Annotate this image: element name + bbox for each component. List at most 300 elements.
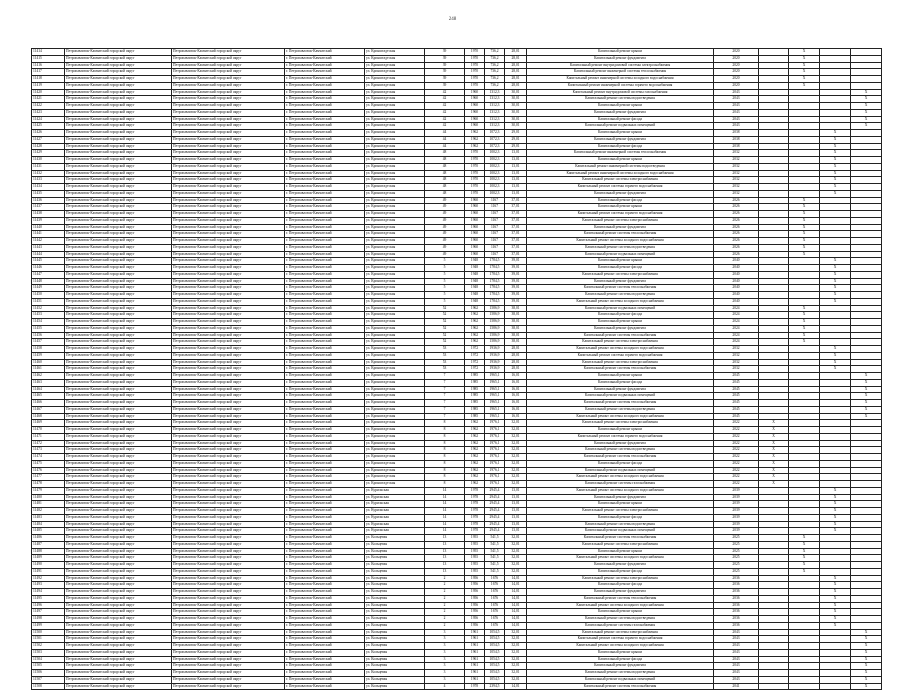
row-number-cell: 11456 <box>32 332 65 339</box>
period-3-cell: X <box>820 278 851 285</box>
house-number-cell: 8 <box>425 474 465 481</box>
period-4-cell <box>851 427 882 434</box>
period-3-cell <box>820 96 851 103</box>
table-row <box>32 670 882 677</box>
house-number-cell: 39 <box>425 76 465 83</box>
house-number-cell: 48 <box>425 177 465 184</box>
year-built-cell: 1960 <box>465 116 485 123</box>
period-3-cell: X <box>820 143 851 150</box>
settlement-cell: Петропавловск-Камчатский городской округ <box>172 487 285 494</box>
house-number-cell: 3 <box>425 676 465 683</box>
period-2-cell <box>789 393 820 400</box>
period-4-cell <box>851 319 882 326</box>
row-number-cell: 11436 <box>32 197 65 204</box>
period-4-cell <box>851 143 882 150</box>
wear-cell: 28,01 <box>505 55 527 62</box>
house-number-cell: 2 <box>425 582 465 589</box>
locality-cell: г. Петропавловск-Камчатский <box>285 602 365 609</box>
year-cell: 2032 <box>714 170 759 177</box>
municipality-cell: Петропавловск-Камчатский городской округ <box>65 278 172 285</box>
street-cell: ул. Кронштадтская <box>365 433 425 440</box>
period-2-cell <box>789 663 820 670</box>
period-4-cell <box>851 602 882 609</box>
work-type-cell: Капитальный ремонт крыши <box>527 49 714 56</box>
municipality-cell: Петропавловск-Камчатский городской округ <box>65 211 172 218</box>
period-3-cell: X <box>820 575 851 582</box>
locality-cell: г. Петропавловск-Камчатский <box>285 82 365 89</box>
municipality-cell: Петропавловск-Камчатский городской округ <box>65 467 172 474</box>
year-built-cell: 1970 <box>465 150 485 157</box>
street-cell: ул. Кронштадтская <box>365 204 425 211</box>
work-type-cell: Капитальный ремонт системы горячего водоснабжения <box>527 433 714 440</box>
period-2-cell <box>789 508 820 515</box>
period-1-cell <box>759 548 789 555</box>
table-row <box>32 379 882 386</box>
locality-cell: г. Петропавловск-Камчатский <box>285 622 365 629</box>
locality-cell: г. Петропавловск-Камчатский <box>285 548 365 555</box>
year-cell: 2020 <box>714 82 759 89</box>
street-cell: ул. Кольцевая <box>365 622 425 629</box>
municipality-cell: Петропавловск-Камчатский городской округ <box>65 649 172 656</box>
area-cell: 1167 <box>485 238 505 245</box>
wear-cell: 30,01 <box>505 103 527 110</box>
year-built-cell: 1970 <box>465 49 485 56</box>
settlement-cell: Петропавловск-Камчатский городской округ <box>172 447 285 454</box>
row-number-cell: 11498 <box>32 616 65 623</box>
wear-cell: 32,01 <box>505 420 527 427</box>
period-3-cell: X <box>820 514 851 521</box>
wear-cell: 30,01 <box>505 109 527 116</box>
locality-cell: г. Петропавловск-Камчатский <box>285 514 365 521</box>
area-cell: 1586,9 <box>485 339 505 346</box>
year-cell: 2040 <box>714 258 759 265</box>
area-cell: 1586,9 <box>485 319 505 326</box>
house-number-cell: 5 <box>425 292 465 299</box>
locality-cell: г. Петропавловск-Камчатский <box>285 555 365 562</box>
period-4-cell <box>851 420 882 427</box>
settlement-cell: Петропавловск-Камчатский городской округ <box>172 535 285 542</box>
row-number-cell: 11504 <box>32 656 65 663</box>
period-3-cell: X <box>820 136 851 143</box>
street-cell: ул. Кронштадтская <box>365 49 425 56</box>
area-cell: 1072,3 <box>485 143 505 150</box>
house-number-cell: 14 <box>425 514 465 521</box>
wear-cell: 39,01 <box>505 298 527 305</box>
work-type-cell: Капитальный ремонт системы теплоснабжения <box>527 231 714 238</box>
street-cell: ул. Кольцевая <box>365 555 425 562</box>
municipality-cell: Петропавловск-Камчатский городской округ <box>65 197 172 204</box>
settlement-cell: Петропавловск-Камчатский городской округ <box>172 123 285 130</box>
period-2-cell: X <box>789 204 820 211</box>
house-number-cell: 5 <box>425 278 465 285</box>
house-number-cell: 52 <box>425 305 465 312</box>
house-number-cell: 44 <box>425 130 465 137</box>
locality-cell: г. Петропавловск-Камчатский <box>285 312 365 319</box>
house-number-cell: 7 <box>425 400 465 407</box>
row-number-cell: 11414 <box>32 49 65 56</box>
area-cell: 1054,5 <box>485 670 505 677</box>
year-cell: 2040 <box>714 265 759 272</box>
row-number-cell: 11482 <box>32 508 65 515</box>
municipality-cell: Петропавловск-Камчатский городской округ <box>65 204 172 211</box>
period-3-cell: X <box>820 508 851 515</box>
street-cell: ул. Кронштадтская <box>365 312 425 319</box>
period-4-cell <box>851 568 882 575</box>
settlement-cell: Петропавловск-Камчатский городской округ <box>172 231 285 238</box>
period-2-cell <box>789 386 820 393</box>
period-3-cell <box>820 339 851 346</box>
locality-cell: г. Петропавловск-Камчатский <box>285 609 365 616</box>
row-number-cell: 11426 <box>32 130 65 137</box>
period-2-cell: X <box>789 49 820 56</box>
locality-cell: г. Петропавловск-Камчатский <box>285 589 365 596</box>
period-1-cell <box>759 359 789 366</box>
settlement-cell: Петропавловск-Камчатский городской округ <box>172 265 285 272</box>
row-number-cell: 11453 <box>32 312 65 319</box>
period-3-cell <box>820 629 851 636</box>
area-cell: 541,5 <box>485 568 505 575</box>
table-row <box>32 150 882 157</box>
house-number-cell: 2 <box>425 616 465 623</box>
period-1-cell <box>759 55 789 62</box>
year-built-cell: 1962 <box>465 420 485 427</box>
work-type-cell: Капитальный ремонт фундамента <box>527 562 714 569</box>
table-row <box>32 244 882 251</box>
year-cell: 2022 <box>714 460 759 467</box>
municipality-cell: Петропавловск-Камчатский городской округ <box>65 386 172 393</box>
house-number-cell: 7 <box>425 386 465 393</box>
year-cell: 2043 <box>714 103 759 110</box>
work-type-cell: Капитальный ремонт крыши <box>527 501 714 508</box>
work-type-cell: Капитальный ремонт системы водоотведения <box>527 292 714 299</box>
table-row <box>32 548 882 555</box>
work-type-cell: Капитальный ремонт крыши <box>527 130 714 137</box>
municipality-cell: Петропавловск-Камчатский городской округ <box>65 332 172 339</box>
settlement-cell: Петропавловск-Камчатский городской округ <box>172 150 285 157</box>
period-3-cell: X <box>820 528 851 535</box>
period-4-cell <box>851 224 882 231</box>
period-4-cell <box>851 548 882 555</box>
period-4-cell <box>851 622 882 629</box>
locality-cell: г. Петропавловск-Камчатский <box>285 636 365 643</box>
street-cell: ул. Кронштадтская <box>365 346 425 353</box>
street-cell: ул. Кронштадтская <box>365 265 425 272</box>
work-type-cell: Капитальный ремонт системы холодного водоснабжения <box>527 643 714 650</box>
period-2-cell <box>789 116 820 123</box>
table-row <box>32 521 882 528</box>
house-number-cell: 42 <box>425 96 465 103</box>
wear-cell: 14,01 <box>505 683 527 690</box>
area-cell: 1976,1 <box>485 433 505 440</box>
period-1-cell <box>759 170 789 177</box>
street-cell: ул. Кольцевая <box>365 575 425 582</box>
area-cell: 1936,9 <box>485 346 505 353</box>
table-row <box>32 649 882 656</box>
house-number-cell: 8 <box>425 467 465 474</box>
wear-cell: 29,01 <box>505 136 527 143</box>
house-number-cell: 49 <box>425 217 465 224</box>
period-3-cell <box>820 109 851 116</box>
street-cell: ул. Кронштадтская <box>365 244 425 251</box>
year-cell: 2036 <box>714 595 759 602</box>
year-cell: 2020 <box>714 62 759 69</box>
street-cell: ул. Курильская <box>365 501 425 508</box>
table-row <box>32 568 882 575</box>
house-number-cell: 48 <box>425 184 465 191</box>
house-number-cell: 4 <box>425 683 465 690</box>
street-cell: ул. Кронштадтская <box>365 460 425 467</box>
settlement-cell: Петропавловск-Камчатский городской округ <box>172 643 285 650</box>
period-1-cell <box>759 413 789 420</box>
period-1-cell: X <box>759 467 789 474</box>
street-cell: ул. Кронштадтская <box>365 366 425 373</box>
period-1-cell <box>759 562 789 569</box>
period-2-cell <box>789 616 820 623</box>
locality-cell: г. Петропавловск-Камчатский <box>285 413 365 420</box>
street-cell: ул. Кольцевая <box>365 562 425 569</box>
table-row <box>32 440 882 447</box>
row-number-cell: 11416 <box>32 62 65 69</box>
area-cell: 541,5 <box>485 562 505 569</box>
wear-cell: 14,01 <box>505 589 527 596</box>
year-cell: 2045 <box>714 379 759 386</box>
table-row <box>32 190 882 197</box>
street-cell: ул. Кронштадтская <box>365 211 425 218</box>
year-built-cell: 1962 <box>465 325 485 332</box>
year-cell: 2022 <box>714 474 759 481</box>
period-2-cell <box>789 575 820 582</box>
house-number-cell: 8 <box>425 460 465 467</box>
row-number-cell: 11506 <box>32 670 65 677</box>
work-type-cell: Капитальный ремонт фундамента <box>527 136 714 143</box>
municipality-cell: Петропавловск-Камчатский городской округ <box>65 595 172 602</box>
table-row <box>32 204 882 211</box>
period-1-cell <box>759 514 789 521</box>
period-4-cell <box>851 562 882 569</box>
settlement-cell: Петропавловск-Камчатский городской округ <box>172 406 285 413</box>
street-cell: ул. Кольцевая <box>365 582 425 589</box>
work-type-cell: Капитальный ремонт системы холодного водоснабжения <box>527 474 714 481</box>
municipality-cell: Петропавловск-Камчатский городской округ <box>65 62 172 69</box>
house-number-cell: 13 <box>425 541 465 548</box>
year-built-cell: 1956 <box>465 622 485 629</box>
house-number-cell: 7 <box>425 413 465 420</box>
year-cell: 2026 <box>714 238 759 245</box>
work-type-cell: Капитальный ремонт крыши <box>527 649 714 656</box>
municipality-cell: Петропавловск-Камчатский городской округ <box>65 454 172 461</box>
row-number-cell: 11454 <box>32 319 65 326</box>
period-1-cell <box>759 49 789 56</box>
house-number-cell: 49 <box>425 231 465 238</box>
year-cell: 2038 <box>714 143 759 150</box>
municipality-cell: Петропавловск-Камчатский городской округ <box>65 96 172 103</box>
table-row <box>32 555 882 562</box>
period-1-cell <box>759 541 789 548</box>
table-row <box>32 265 882 272</box>
row-number-cell: 11489 <box>32 555 65 562</box>
period-2-cell <box>789 406 820 413</box>
period-2-cell <box>789 157 820 164</box>
street-cell: ул. Кольцевая <box>365 649 425 656</box>
municipality-cell: Петропавловск-Камчатский городской округ <box>65 143 172 150</box>
period-3-cell <box>820 238 851 245</box>
year-cell: 2040 <box>714 298 759 305</box>
table-row <box>32 157 882 164</box>
period-4-cell <box>851 609 882 616</box>
table-row <box>32 231 882 238</box>
year-built-cell: 1962 <box>465 332 485 339</box>
period-1-cell <box>759 177 789 184</box>
year-cell: 2020 <box>714 76 759 83</box>
municipality-cell: Петропавловск-Камчатский городской округ <box>65 265 172 272</box>
year-built-cell: 1978 <box>465 487 485 494</box>
settlement-cell: Петропавловск-Камчатский городской округ <box>172 49 285 56</box>
wear-cell: 16,01 <box>505 393 527 400</box>
work-type-cell: Капитальный ремонт системы электроснабжения <box>527 541 714 548</box>
period-1-cell <box>759 494 789 501</box>
year-built-cell: 1970 <box>465 62 485 69</box>
period-2-cell <box>789 433 820 440</box>
year-built-cell: 1961 <box>465 643 485 650</box>
house-number-cell: 49 <box>425 204 465 211</box>
period-1-cell <box>759 400 789 407</box>
period-1-cell <box>759 130 789 137</box>
period-1-cell <box>759 332 789 339</box>
table-row <box>32 514 882 521</box>
table-row <box>32 447 882 454</box>
period-1-cell <box>759 190 789 197</box>
wear-cell: 32,01 <box>505 427 527 434</box>
area-cell: 1586,9 <box>485 305 505 312</box>
street-cell: ул. Кронштадтская <box>365 467 425 474</box>
street-cell: ул. Кронштадтская <box>365 454 425 461</box>
house-number-cell: 3 <box>425 670 465 677</box>
year-built-cell: 1985 <box>465 406 485 413</box>
year-built-cell: 1961 <box>465 629 485 636</box>
period-3-cell <box>820 440 851 447</box>
period-4-cell <box>851 447 882 454</box>
settlement-cell: Петропавловск-Камчатский городской округ <box>172 184 285 191</box>
street-cell: ул. Кольцевая <box>365 643 425 650</box>
row-number-cell: 11501 <box>32 636 65 643</box>
period-2-cell <box>789 467 820 474</box>
municipality-cell: Петропавловск-Камчатский городской округ <box>65 433 172 440</box>
street-cell: ул. Кольцевая <box>365 656 425 663</box>
period-2-cell <box>789 359 820 366</box>
house-number-cell: 2 <box>425 622 465 629</box>
settlement-cell: Петропавловск-Камчатский городской округ <box>172 649 285 656</box>
locality-cell: г. Петропавловск-Камчатский <box>285 298 365 305</box>
year-built-cell: 1948 <box>465 258 485 265</box>
area-cell: 1676 <box>485 582 505 589</box>
row-number-cell: 11421 <box>32 96 65 103</box>
work-type-cell: Капитальный ремонт системы холодного водоснабжения <box>527 238 714 245</box>
period-3-cell: X <box>820 265 851 272</box>
year-cell: 2032 <box>714 190 759 197</box>
work-type-cell: Капитальный ремонт фундамента <box>527 386 714 393</box>
settlement-cell: Петропавловск-Камчатский городской округ <box>172 204 285 211</box>
year-cell: 2043 <box>714 649 759 656</box>
table-row <box>32 609 882 616</box>
house-number-cell: 44 <box>425 136 465 143</box>
locality-cell: г. Петропавловск-Камчатский <box>285 184 365 191</box>
house-number-cell: 39 <box>425 82 465 89</box>
year-cell: 2026 <box>714 244 759 251</box>
period-2-cell <box>789 265 820 272</box>
area-cell: 1002,3 <box>485 157 505 164</box>
row-number-cell: 11487 <box>32 541 65 548</box>
year-built-cell: 1960 <box>465 204 485 211</box>
table-row <box>32 109 882 116</box>
period-3-cell: X <box>820 521 851 528</box>
period-4-cell: X <box>851 683 882 690</box>
work-type-cell: Капитальный ремонт фундамента <box>527 278 714 285</box>
period-2-cell: X <box>789 231 820 238</box>
work-type-cell: Капитальный ремонт фасада <box>527 460 714 467</box>
table-row <box>32 258 882 265</box>
table-row <box>32 346 882 353</box>
municipality-cell: Петропавловск-Камчатский городской округ <box>65 683 172 690</box>
period-4-cell <box>851 292 882 299</box>
period-2-cell <box>789 609 820 616</box>
house-number-cell: 39 <box>425 62 465 69</box>
repair-schedule-table <box>31 48 882 690</box>
street-cell: ул. Кронштадтская <box>365 481 425 488</box>
year-built-cell: 1972 <box>465 352 485 359</box>
municipality-cell: Петропавловск-Камчатский городской округ <box>65 582 172 589</box>
period-2-cell: X <box>789 312 820 319</box>
house-number-cell: 8 <box>425 433 465 440</box>
settlement-cell: Петропавловск-Камчатский городской округ <box>172 481 285 488</box>
house-number-cell: 49 <box>425 244 465 251</box>
period-2-cell: X <box>789 69 820 76</box>
period-3-cell: X <box>820 366 851 373</box>
street-cell: ул. Кронштадтская <box>365 305 425 312</box>
municipality-cell: Петропавловск-Камчатский городской округ <box>65 244 172 251</box>
work-type-cell: Капитальный ремонт инженерной системы горячего водоснабжения <box>527 82 714 89</box>
period-2-cell <box>789 184 820 191</box>
period-2-cell <box>789 602 820 609</box>
year-built-cell: 1948 <box>465 298 485 305</box>
area-cell: 2945,4 <box>485 501 505 508</box>
street-cell: ул. Кронштадтская <box>365 184 425 191</box>
area-cell: 1965,1 <box>485 393 505 400</box>
work-type-cell: Капитальный ремонт системы газоснабжения <box>527 481 714 488</box>
house-number-cell: 52 <box>425 339 465 346</box>
period-4-cell: X <box>851 676 882 683</box>
year-built-cell: 1955 <box>465 562 485 569</box>
row-number-cell: 11438 <box>32 211 65 218</box>
period-2-cell: X <box>789 76 820 83</box>
wear-cell: 28,01 <box>505 346 527 353</box>
period-1-cell <box>759 501 789 508</box>
house-number-cell: 8 <box>425 447 465 454</box>
settlement-cell: Петропавловск-Камчатский городской округ <box>172 521 285 528</box>
year-built-cell: 1985 <box>465 386 485 393</box>
area-cell: 1976,1 <box>485 467 505 474</box>
year-cell: 2041 <box>714 683 759 690</box>
locality-cell: г. Петропавловск-Камчатский <box>285 359 365 366</box>
table-row <box>32 123 882 130</box>
area-cell: 1676 <box>485 609 505 616</box>
municipality-cell: Петропавловск-Камчатский городской округ <box>65 440 172 447</box>
period-3-cell: X <box>820 352 851 359</box>
municipality-cell: Петропавловск-Камчатский городской округ <box>65 622 172 629</box>
area-cell: 1784,5 <box>485 278 505 285</box>
row-number-cell: 11474 <box>32 454 65 461</box>
period-1-cell <box>759 271 789 278</box>
work-type-cell: Капитальный ремонт фасада <box>527 568 714 575</box>
